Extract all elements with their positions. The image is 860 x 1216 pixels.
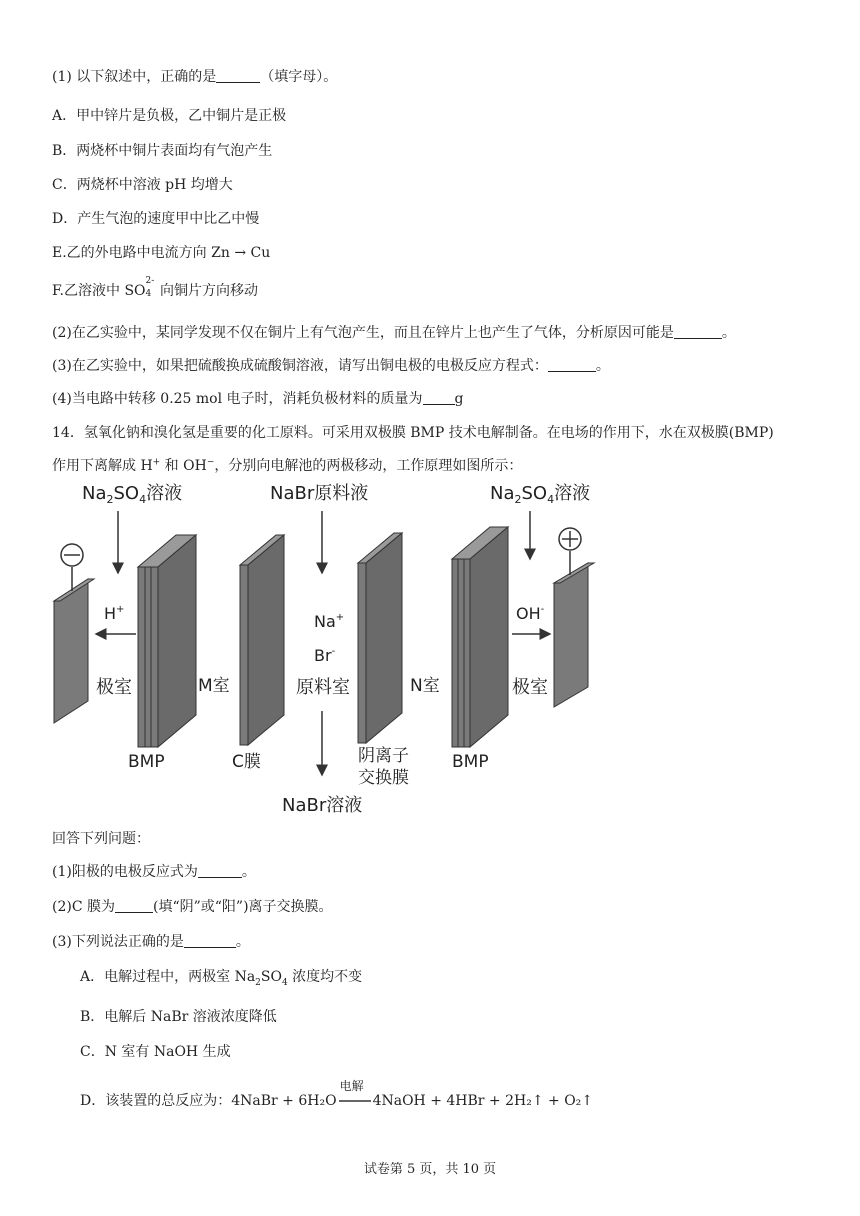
minus-terminal-icon	[61, 544, 83, 566]
label-feed-chamber: 原料室	[296, 677, 350, 698]
label-cathode-chamber: 极室	[96, 677, 132, 698]
label-n-chamber: N室	[410, 676, 440, 696]
label-oh-minus: OH-	[516, 604, 545, 623]
q14-intro-line2	[52, 455, 522, 475]
equation-left: 4NaBr + 6H₂O	[231, 1093, 337, 1109]
q14-intro-suffix: ，分别向电解池的两极移动，工作原理如图所示：	[214, 458, 523, 474]
q13-part3	[52, 355, 610, 375]
label-m-chamber: M室	[198, 676, 230, 696]
q13-part2-suffix: 。	[721, 325, 736, 341]
option-e-formula: Zn → Cu	[211, 245, 271, 261]
q14-option-a-text: A．电解过程中，两极室	[80, 969, 235, 985]
c-membrane	[240, 535, 284, 745]
answer-prompt: 回答下列问题：	[52, 831, 150, 847]
answer-blank[interactable]	[198, 863, 242, 878]
reaction-condition	[337, 1079, 373, 1109]
answer-blank[interactable]	[423, 390, 455, 405]
q14-sub1-text: (1)阳极的电极反应式为	[52, 864, 198, 880]
q14-option-c: C．N 室有 NaOH 生成	[80, 1044, 231, 1060]
q13-part2-text: (2)在乙实验中，某同学发现不仅在铜片上有气泡产生，而且在锌片上也产生了气体，分析原因可能是	[52, 325, 674, 341]
q14-option-b: B．电解后 NaBr 溶液浓度降低	[80, 1009, 277, 1025]
q13-part1	[52, 66, 337, 86]
page-footer: 试卷第 5 页，共 10 页	[363, 1162, 497, 1177]
option-d: D．产生气泡的速度甲中比乙中慢	[52, 211, 260, 227]
q14-option-d	[80, 1079, 594, 1110]
q14-sub2	[52, 896, 333, 916]
sulfate-ion: SO	[124, 283, 146, 299]
electrolysis-diagram	[0, 475, 860, 825]
answer-blank[interactable]	[184, 933, 236, 948]
label-c-membrane: C膜	[232, 752, 261, 772]
q13-part3-suffix: 。	[595, 358, 610, 374]
formula-part: SO	[260, 969, 282, 985]
option-e-text: E.乙的外电路中电流方向	[52, 245, 212, 261]
label-anion-membrane-1: 阴离子	[358, 746, 409, 766]
ion-charge: +	[152, 457, 161, 468]
option-b: B．两烧杯中铜片表面均有气泡产生	[52, 143, 273, 159]
label-bmp-right: BMP	[452, 752, 489, 772]
q14-sub2-suffix: (填“阴”或“阳”)离子交换膜。	[153, 899, 333, 915]
option-a: A．甲中锌片是负极，乙中铜片是正极	[52, 108, 287, 124]
q13-part1-text: (1) 以下叙述中，正确的是	[52, 69, 217, 85]
q14-intro-text: 作用下离解成	[52, 458, 141, 474]
q14-sub3-suffix: 。	[235, 934, 250, 950]
label-na2so4-left: $Na_2SO_4$溶液	[82, 483, 183, 506]
q14-sub3	[52, 931, 250, 951]
label-nabr-out: NaBr溶液	[282, 795, 363, 816]
label-na2so4-right: $Na_2SO_4$溶液	[490, 483, 591, 506]
q14-sub3-text: (3)下列说法正确的是	[52, 934, 184, 950]
hydroxide-ion: OH	[183, 458, 207, 474]
hydrogen-ion: H	[140, 458, 153, 474]
bmp-membrane-left	[138, 535, 196, 747]
label-anion-membrane-2: 交换膜	[358, 768, 409, 788]
q13-part3-text: (3)在乙实验中，如果把硫酸换成硫酸铜溶液，请写出铜电极的电极反应方程式：	[52, 358, 548, 374]
option-f-suffix: 向铜片方向移动	[155, 283, 258, 299]
ion-subscript: 4	[145, 289, 152, 299]
q14-option-a-suffix: 浓度均不变	[287, 969, 363, 985]
q14-intro-line1: 14．氢氧化钠和溴化氢是重要的化工原料。可采用双极膜 BMP 技术电解制备。在电场的作用下，水在双极膜(BMP)	[52, 425, 774, 441]
q14-intro-and: 和	[160, 458, 184, 474]
option-c: C．两烧杯中溶液 pH 均增大	[52, 177, 233, 193]
q14-sub2-text: (2)C 膜为	[52, 899, 115, 915]
q13-part4	[52, 388, 464, 408]
q14-option-d-text: D．该装置的总反应为：	[80, 1093, 232, 1109]
q13-part4-text: (4)当电路中转移 0.25 mol 电子时，消耗负极材料的质量为	[52, 391, 423, 407]
ion-charge: 2-	[145, 276, 155, 286]
label-h-plus: H+	[104, 604, 125, 623]
label-nabr-feed: NaBr原料液	[270, 483, 369, 504]
answer-blank[interactable]	[548, 357, 596, 372]
option-f-text: F.乙溶液中	[52, 283, 125, 299]
option-f	[52, 276, 258, 300]
answer-blank[interactable]	[216, 68, 260, 83]
q14-option-a	[80, 966, 362, 988]
label-br-minus: Br-	[314, 646, 336, 665]
q13-part2	[52, 322, 736, 342]
label-anode-chamber: 极室	[512, 677, 548, 698]
equation-right: 4NaOH + 4HBr + 2H₂↑ + O₂↑	[372, 1093, 594, 1109]
answer-blank[interactable]	[115, 898, 153, 913]
formula-part: Na	[234, 969, 256, 985]
q14-sub1-suffix: 。	[241, 864, 256, 880]
q14-sub1	[52, 861, 256, 881]
anode-electrode	[554, 551, 594, 707]
answer-blank[interactable]	[674, 324, 722, 339]
option-e	[52, 242, 270, 262]
label-bmp-left: BMP	[128, 752, 165, 772]
formula-subscript: 2	[255, 977, 261, 988]
q13-part4-suffix: g	[454, 391, 464, 407]
ion-charge: −	[206, 457, 215, 468]
cathode-electrode	[54, 567, 94, 723]
bmp-membrane-right	[452, 527, 508, 747]
q13-part1-suffix: （填字母）。	[260, 69, 338, 85]
formula-subscript: 4	[281, 977, 288, 988]
reaction-condition-text: 电解	[339, 1079, 364, 1093]
plus-terminal-icon	[559, 528, 581, 550]
label-na-plus: Na+	[314, 612, 345, 631]
anion-exchange-membrane	[358, 533, 402, 743]
